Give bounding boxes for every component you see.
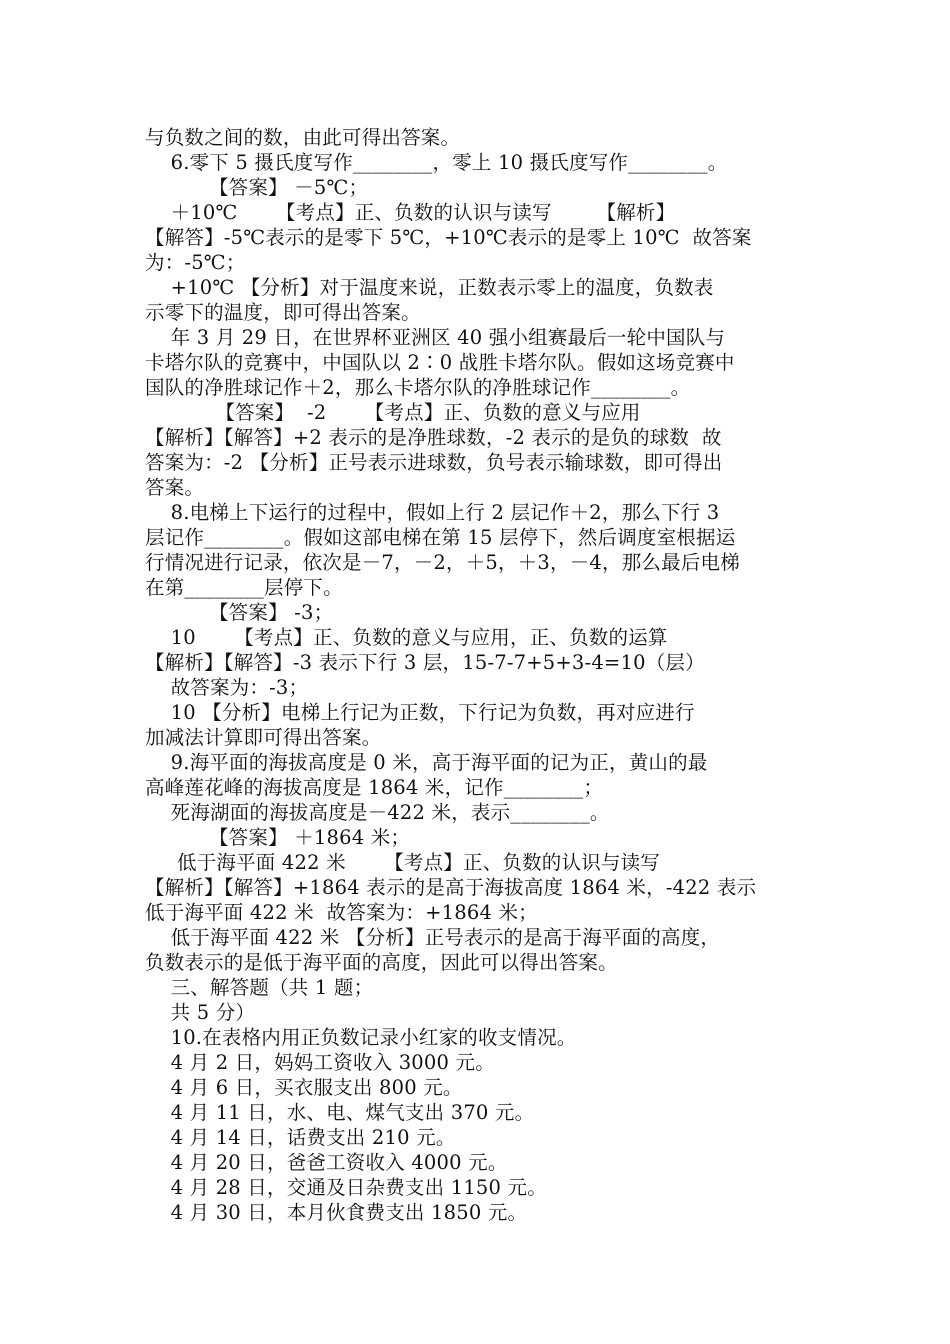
text-line: ＋10℃ 【考点】正、负数的认识与读写 【解析】: [145, 201, 676, 224]
text-line: 与负数之间的数，由此可得出答案。: [145, 126, 461, 149]
text-line: 【解答】-5℃表示的是零下 5℃，+10℃表示的是零上 10℃ 故答案: [145, 226, 752, 249]
text-line: 卡塔尔队的竞赛中，中国队以 2∶0 战胜卡塔尔队。假如这场竞赛中: [145, 351, 735, 374]
text-line: 低于海平面 422 米 【分析】正号表示的是高于海平面的高度，: [145, 926, 721, 949]
text-line: 10 【分析】电梯上行记为正数，下行记为负数，再对应进行: [145, 701, 695, 724]
text-line: 低于海平面 422 米 故答案为：+1864 米；: [145, 901, 538, 924]
text-line: 4 月 2 日，妈妈工资收入 3000 元。: [145, 1051, 495, 1074]
text-line: 国队的净胜球记作＋2，那么卡塔尔队的净胜球记作________。: [145, 376, 691, 399]
text-line: 【答案】 ＋1864 米；: [145, 826, 411, 849]
text-line: 4 月 28 日，交通及日杂费支出 1150 元。: [145, 1176, 547, 1199]
text-line: 死海湖面的海拔高度是－422 米，表示________。: [145, 801, 610, 824]
text-line: 加减法计算即可得出答案。: [145, 726, 382, 749]
text-line: 4 月 20 日，爸爸工资收入 4000 元。: [145, 1151, 508, 1174]
text-line: 10 【考点】正、负数的意义与应用，正、负数的运算: [145, 626, 668, 649]
text-line: 负数表示的是低于海平面的高度，因此可以得出答案。: [145, 951, 618, 974]
text-line: 行情况进行记录，依次是－7，－2，＋5，＋3，－4，那么最后电梯: [145, 551, 740, 574]
text-line: 4 月 30 日，本月伙食费支出 1850 元。: [145, 1201, 528, 1224]
text-line: 【解析】【解答】+2 表示的是净胜球数，-2 表示的是负的球数 故: [145, 426, 722, 449]
text-line: 故答案为：-3；: [145, 676, 309, 699]
text-line: 【解析】【解答】-3 表示下行 3 层，15-7-7+5+3-4=10（层）: [145, 651, 705, 674]
text-line: 【解析】【解答】+1864 表示的是高于海拔高度 1864 米，-422 表示: [145, 876, 757, 899]
text-line: 层记作________。假如这部电梯在第 15 层停下，然后调度室根据运: [145, 526, 736, 549]
text-line: 4 月 6 日，买衣服支出 800 元。: [145, 1076, 463, 1099]
text-line: 6.零下 5 摄氏度写作________，零上 10 摄氏度写作________。: [145, 151, 728, 174]
text-line: 低于海平面 422 米 【考点】正、负数的认识与读写: [145, 851, 660, 874]
text-line: 8.电梯上下运行的过程中，假如上行 2 层记作＋2，那么下行 3: [145, 501, 720, 524]
text-line: 共 5 分）: [145, 1001, 256, 1024]
text-line: 三、解答题（共 1 题；: [145, 976, 374, 999]
text-line: 【答案】 －5℃；: [145, 176, 369, 199]
text-line: +10℃ 【分析】对于温度来说，正数表示零上的温度，负数表: [145, 276, 714, 299]
text-line: 9.海平面的海拔高度是 0 米，高于海平面的记为正，黄山的最: [145, 751, 708, 774]
text-line: 4 月 11 日，水、电、煤气支出 370 元。: [145, 1101, 535, 1124]
text-line: 答案。: [145, 476, 205, 499]
text-line: 示零下的温度，即可得出答案。: [145, 301, 421, 324]
text-line: 【答案】 -2 【考点】正、负数的意义与应用: [145, 401, 641, 424]
text-line: 答案为：-2 【分析】正号表示进球数，负号表示输球数，即可得出: [145, 451, 723, 474]
text-line: 年 3 月 29 日，在世界杯亚洲区 40 强小组赛最后一轮中国队与: [145, 326, 726, 349]
text-line: 10.在表格内用正负数记录小红家的收支情况。: [145, 1026, 577, 1049]
text-line: 在第________层停下。: [145, 576, 343, 599]
text-line: 高峰莲花峰的海拔高度是 1864 米，记作________；: [145, 776, 604, 799]
text-line: 为：-5℃；: [145, 251, 246, 274]
text-line: 【答案】 -3；: [145, 601, 334, 624]
text-line: 4 月 14 日，话费支出 210 元。: [145, 1126, 456, 1149]
